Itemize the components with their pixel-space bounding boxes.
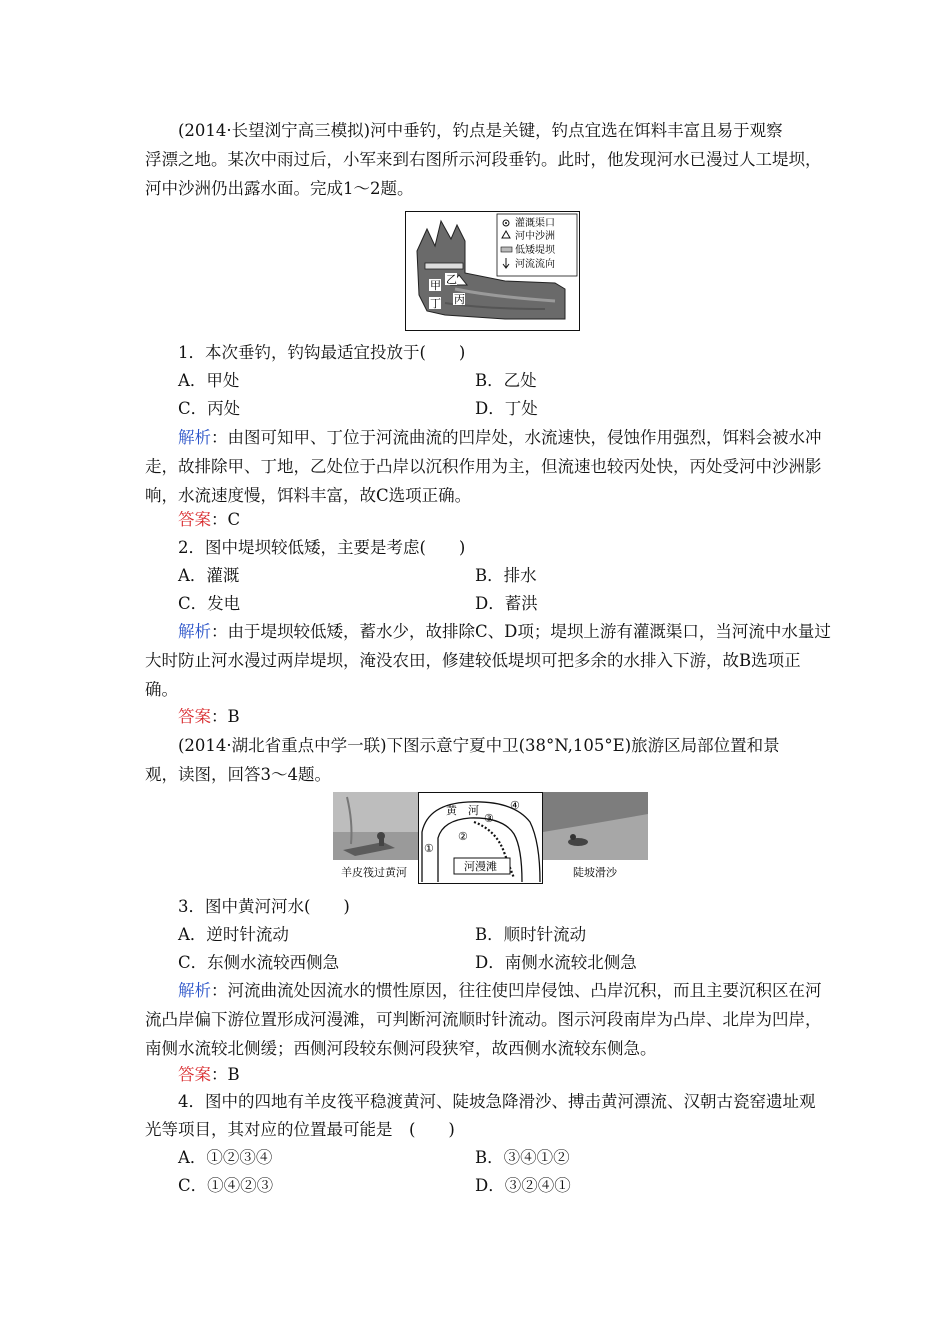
legend-flow: 河流流向 bbox=[515, 259, 555, 270]
q1-answer-value: ：C bbox=[211, 510, 241, 529]
q3-option-b[interactable]: B．顺时针流动 bbox=[475, 925, 587, 944]
legend-dam: 低矮堤坝 bbox=[515, 245, 555, 256]
q1-option-b[interactable]: B．乙处 bbox=[475, 371, 537, 390]
legend-sandbar: 河中沙洲 bbox=[515, 231, 555, 242]
slide-caption: 陡坡滑沙 bbox=[573, 866, 617, 879]
q2-option-a[interactable]: A．灌溉 bbox=[178, 566, 240, 585]
low-dam-symbol bbox=[425, 263, 463, 269]
q3-option-d[interactable]: D．南侧水流较北侧急 bbox=[475, 953, 637, 972]
q2-option-d[interactable]: D．蓄洪 bbox=[475, 594, 538, 613]
q1-answer bbox=[178, 505, 240, 534]
analysis-label: 解析 bbox=[178, 622, 211, 641]
q2-answer bbox=[178, 702, 240, 731]
q1-stem: 1．本次垂钓，钓钩最适宜投放于( ) bbox=[178, 343, 466, 362]
q3-analysis-line-1 bbox=[178, 976, 822, 1005]
river-map-figure bbox=[405, 211, 580, 331]
q3-analysis-text-1: ：河流曲流处因流水的惯性原因，往往使凹岸侵蚀、凸岸沉积，而且主要沉积区在河 bbox=[211, 981, 822, 1000]
q3-option-a[interactable]: A．逆时针流动 bbox=[178, 925, 289, 944]
q1-analysis-line-2: 走，故排除甲、丁地，乙处位于凸岸以沉积作用为主，但流速也较丙处快，丙处受河中沙洲影 bbox=[145, 457, 822, 476]
q1-option-c[interactable]: C．丙处 bbox=[178, 399, 241, 418]
q1-analysis-line-1 bbox=[178, 423, 822, 452]
intro2-line-1: (2014·湖北省重点中学一联)下图示意宁夏中卫(38°N,105°E)旅游区局部位置和景 bbox=[178, 736, 780, 755]
label-bing: 丙 bbox=[454, 293, 465, 306]
q2-analysis-text-1: ：由于堤坝较低矮，蓄水少，故排除C、D项；堤坝上游有灌溉渠口，当河流中水量过 bbox=[211, 622, 831, 641]
intro1-line-2: 浮漂之地。某次中雨过后，小军来到右图所示河段垂钓。此时，他发现河水已漫过人工堤坝， bbox=[145, 150, 822, 169]
marker-2: ② bbox=[458, 830, 468, 843]
q1-option-d[interactable]: D．丁处 bbox=[475, 399, 538, 418]
zhongwei-figure bbox=[333, 792, 648, 884]
analysis-label: 解析 bbox=[178, 428, 211, 447]
q3-answer bbox=[178, 1060, 240, 1089]
dam-legend-icon bbox=[501, 247, 512, 252]
q3-stem: 3．图中黄河河水( ) bbox=[178, 897, 350, 916]
q2-analysis-line-1 bbox=[178, 617, 831, 646]
label-ding: 丁 bbox=[430, 297, 441, 310]
q4-option-b[interactable]: B．③④①② bbox=[475, 1148, 570, 1167]
intro1-line-1: (2014·长望浏宁高三模拟)河中垂钓，钓点是关键，钓点宜选在饵料丰富且易于观察 bbox=[178, 121, 783, 140]
raft-caption: 羊皮筏过黄河 bbox=[341, 866, 407, 879]
marker-3: ③ bbox=[484, 812, 494, 825]
analysis-label: 解析 bbox=[178, 981, 211, 1000]
q1-analysis-text-1: ：由图可知甲、丁位于河流曲流的凹岸处，水流速快，侵蚀作用强烈，饵料会被水冲 bbox=[211, 428, 822, 447]
marker-4: ④ bbox=[510, 799, 520, 812]
q4-option-c[interactable]: C．①④②③ bbox=[178, 1176, 274, 1195]
marker-1: ① bbox=[424, 842, 434, 855]
sand-slide-photo bbox=[543, 792, 648, 884]
q1-option-a[interactable]: A．甲处 bbox=[178, 371, 240, 390]
answer-label: 答案 bbox=[178, 1065, 211, 1084]
raft-photo bbox=[333, 792, 418, 884]
label-jia: 甲 bbox=[430, 279, 441, 292]
q4-option-a[interactable]: A．①②③④ bbox=[178, 1148, 273, 1167]
q2-analysis-line-2: 大时防止河水漫过两岸堤坝，淹没农田，修建较低堤坝可把多余的水排入下游，故B选项正 bbox=[145, 651, 801, 670]
q1-analysis-line-3: 响，水流速度慢，饵料丰富，故C选项正确。 bbox=[145, 486, 472, 505]
q2-answer-value: ：B bbox=[211, 707, 240, 726]
label-yi: 乙 bbox=[446, 273, 457, 286]
q3-analysis-line-2: 流凸岸偏下游位置形成河漫滩，可判断河流顺时针流动。图示河段南岸为凸岸、北岸为凹岸， bbox=[145, 1010, 822, 1029]
intro2-line-2: 观，读图，回答3～4题。 bbox=[145, 765, 331, 784]
q4-stem-line-1: 4．图中的四地有羊皮筏平稳渡黄河、陡坡急降滑沙、搏击黄河漂流、汉朝古瓷窑遗址观 bbox=[178, 1092, 816, 1111]
q3-answer-value: ：B bbox=[211, 1065, 240, 1084]
q4-option-d[interactable]: D．③②④① bbox=[475, 1176, 571, 1195]
legend-canal: 灌溉渠口 bbox=[515, 218, 555, 229]
q2-stem: 2．图中堤坝较低矮，主要是考虑( ) bbox=[178, 538, 466, 557]
q3-option-c[interactable]: C．东侧水流较西侧急 bbox=[178, 953, 340, 972]
river-bend-map bbox=[418, 792, 543, 884]
answer-label: 答案 bbox=[178, 510, 211, 529]
q2-option-c[interactable]: C．发电 bbox=[178, 594, 241, 613]
q3-analysis-line-3: 南侧水流较北侧缓；西侧河段较东侧河段狭窄，故西侧水流较东侧急。 bbox=[145, 1039, 657, 1058]
intro1-line-3: 河中沙洲仍出露水面。完成1～2题。 bbox=[145, 179, 414, 198]
beach-label: 河漫滩 bbox=[464, 860, 497, 873]
q2-option-b[interactable]: B．排水 bbox=[475, 566, 537, 585]
river-label: 黄 河 bbox=[446, 804, 479, 817]
q2-analysis-line-3: 确。 bbox=[145, 680, 178, 699]
answer-label: 答案 bbox=[178, 707, 211, 726]
q4-stem-line-2: 光等项目，其对应的位置最可能是 ( ) bbox=[145, 1120, 455, 1139]
